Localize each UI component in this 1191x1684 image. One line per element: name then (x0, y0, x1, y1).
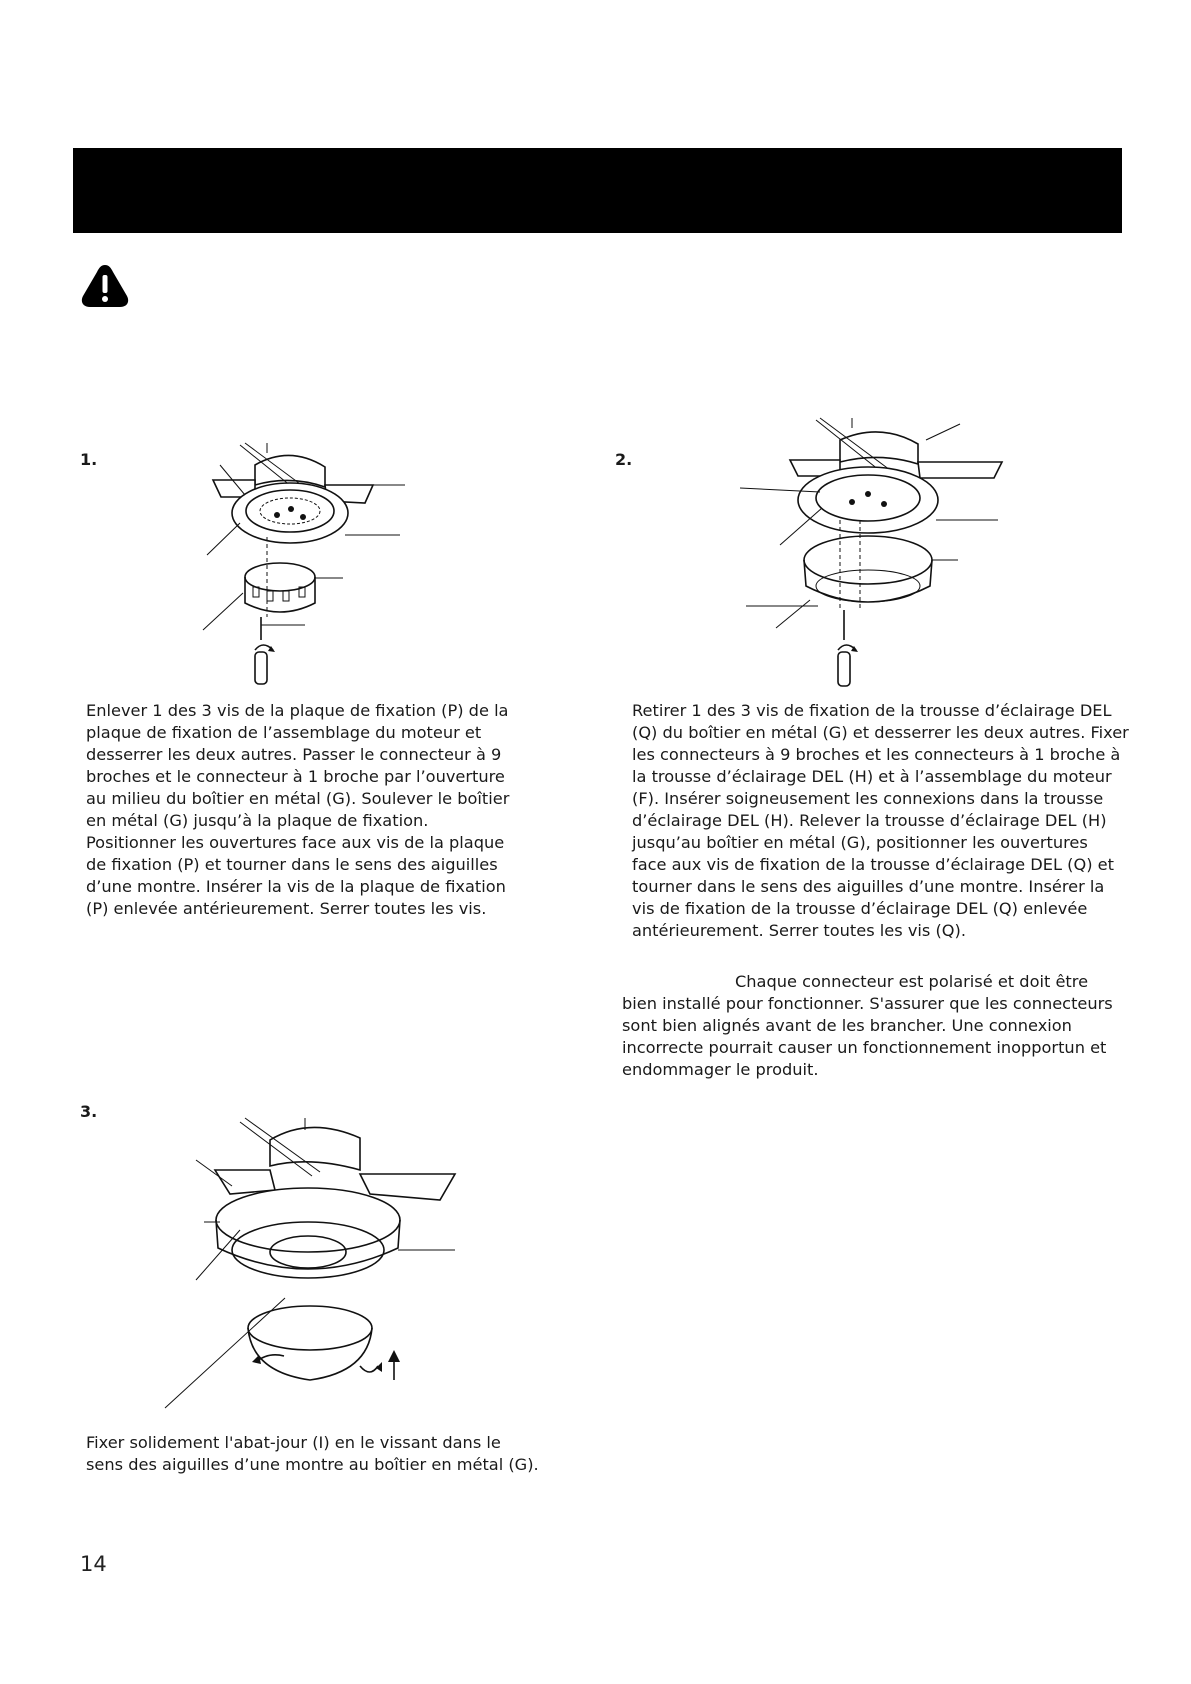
page-number: 14 (80, 1552, 107, 1576)
connector-note: Chaque connecteur est polarisé et doit être bien installé pour fonctionner. S'assurer que les connecteurs sont bien alignés avant de les brancher. Une connexion incorrecte pourrait causer un fonctionnement inopportun et endommager le produit. (622, 972, 1113, 1079)
step-3-text: Fixer solidement l'abat-jour (I) en le vissant dans le sens des aiguilles d’une montre au boîtier en métal (G). (86, 1433, 539, 1474)
step-1-number: 1. (80, 450, 98, 469)
step-2-number: 2. (615, 450, 633, 469)
step-2-text: Retirer 1 des 3 vis de fixation de la trousse d’éclairage DEL (Q) du boîtier en métal (G) et desserrer les deux autres. Fixer les connecteurs à 9 broches et les connecteurs à 1 broche à la trousse d’éclairage DEL (H) et à l’assemblage du moteur (F). Insérer soigneusement les connexions dans la trousse d’éclairage DEL (H). Relever la trousse d’éclairage DEL (H) jusqu’au boîtier en métal (G), positionner les ouvertures face aux vis de fixation de la trousse d’éclairage DEL (Q) et tourner dans le sens des aiguilles d’une montre. Insérer la vis de fixation de la trousse d’éclairage DEL (Q) enlevée antérieurement. Serrer toutes les vis (Q). (632, 701, 1129, 940)
warning-icon (80, 263, 130, 309)
header-bar (73, 148, 1122, 233)
step-1-text: Enlever 1 des 3 vis de la plaque de fixation (P) de la plaque de fixation de l’assemblage du moteur et desserrer les deux autres. Passer le connecteur à 9 broches et le connecteur à 1 broche par l’ouverture au milieu du boîtier en métal (G). Soulever le boîtier en métal (G) jusqu’à la plaque de fixation. Positionner les ouvertures face aux vis de la plaque de fixation (P) et tourner dans le sens des aiguilles d’une montre. Insérer la vis de la plaque de fixation (P) enlevée antérieurement. Serrer toutes les vis. (86, 701, 510, 918)
step-2-illustration (740, 410, 1010, 690)
step-3-illustration (160, 1110, 460, 1410)
step-3-number: 3. (80, 1102, 98, 1121)
step-1-illustration (195, 435, 405, 685)
